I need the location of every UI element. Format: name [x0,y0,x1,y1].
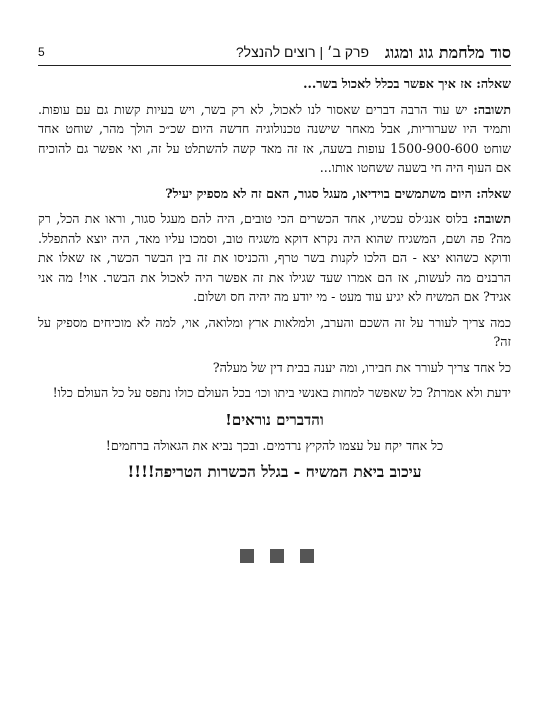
book-title: סוד מלחמת גוג ומגוג [384,43,511,62]
question-text: היום משתמשים בוידיאו, מעגל סגור, האם זה לא מספיק יעיל? [165,185,477,201]
square-icon [240,549,254,563]
exclamation-heading: והדברים נוראים! [225,410,324,429]
closing-headline: עיכוב ביאת המשיח - בגלל הכשרות הטריפה!!!! [127,461,422,481]
answer-text: בלוס אנג׳לס עכשיו, אחד הכשרים הכי טובים, היה להם מעגל סגור, וראו את הכל, רק מה? פה ושם, המשגיח שהוא היה נקרא דוקא משגיח טוב, וסמכו עליו מאד, היה יוצא להתפלל. ודוקא כשהוא יצא - הם הלכו לקנות בשר טרף, והכניסו את זה בין הבשר הכשר, אז שאלו את הרבנים מה לעשות, אז הם אמרו שעד שגילו את זה אפשר היה לאכול את הבשר. אוי! מה אני אגיד? אם המשיח לא יגיע עוד מעט - מי יודע מה יהיה חס ושלום. [38,211,511,304]
section-end-ornament [0,548,553,567]
closing-line: כל אחד יקח על עצמו להקיץ נרדמים. ובכך נביא את הגאולה ברחמים! [105,438,444,453]
square-icon [300,549,314,563]
answer-label: תשובה: [473,211,511,226]
question-1 [38,74,511,94]
answer-text: יש עוד הרבה דברים שאסור לנו לאכול, לא רק בשר, ויש בעיות קשות גם עם עופות. ותמיד היו שערוריות, אבל מאחר שישנה טכנולוגיה חדשה היום שכ״כ הולך מהר, שוחט אחד שוחט 1500-900-600 עופות בשעה, אז זה מאד קשה להשתלט על זה, ואי אפשר גם להוכיח אם העוף היה חי בשעה ששחטו אותו... [38,101,512,175]
question-label: שאלה: [476,76,511,91]
square-icon [270,549,284,563]
page-header [38,43,511,63]
answer-2 [38,209,511,307]
paragraph: כל אחד צריך לעורר את חבירו, ומה יענה בבית דין של מעלה? [212,359,511,375]
header-divider [38,65,511,66]
page-content [38,74,511,487]
paragraph: ידעת ולא אמרת? כל שאפשר למחות באנשי ביתו וכו׳ בכל העולם כולו נתפס על כל העולם כלו! [52,385,511,400]
question-text: אז איך אפשר בכלל לאכול בשר... [303,76,477,91]
question-label: שאלה: [476,185,511,201]
answer-1 [38,100,511,178]
answer-label: תשובה: [473,101,511,117]
chapter-subtitle: פרק ב׳ | רוצים להנצל? [235,44,369,60]
paragraph: כמה צריך לעורר על זה השכם והערב, ולמלאות ארץ ומלואה, אוי, למה לא מוכיחים מספיק על זה? [38,314,511,349]
page-number: 5 [38,45,45,59]
question-2 [38,184,511,204]
